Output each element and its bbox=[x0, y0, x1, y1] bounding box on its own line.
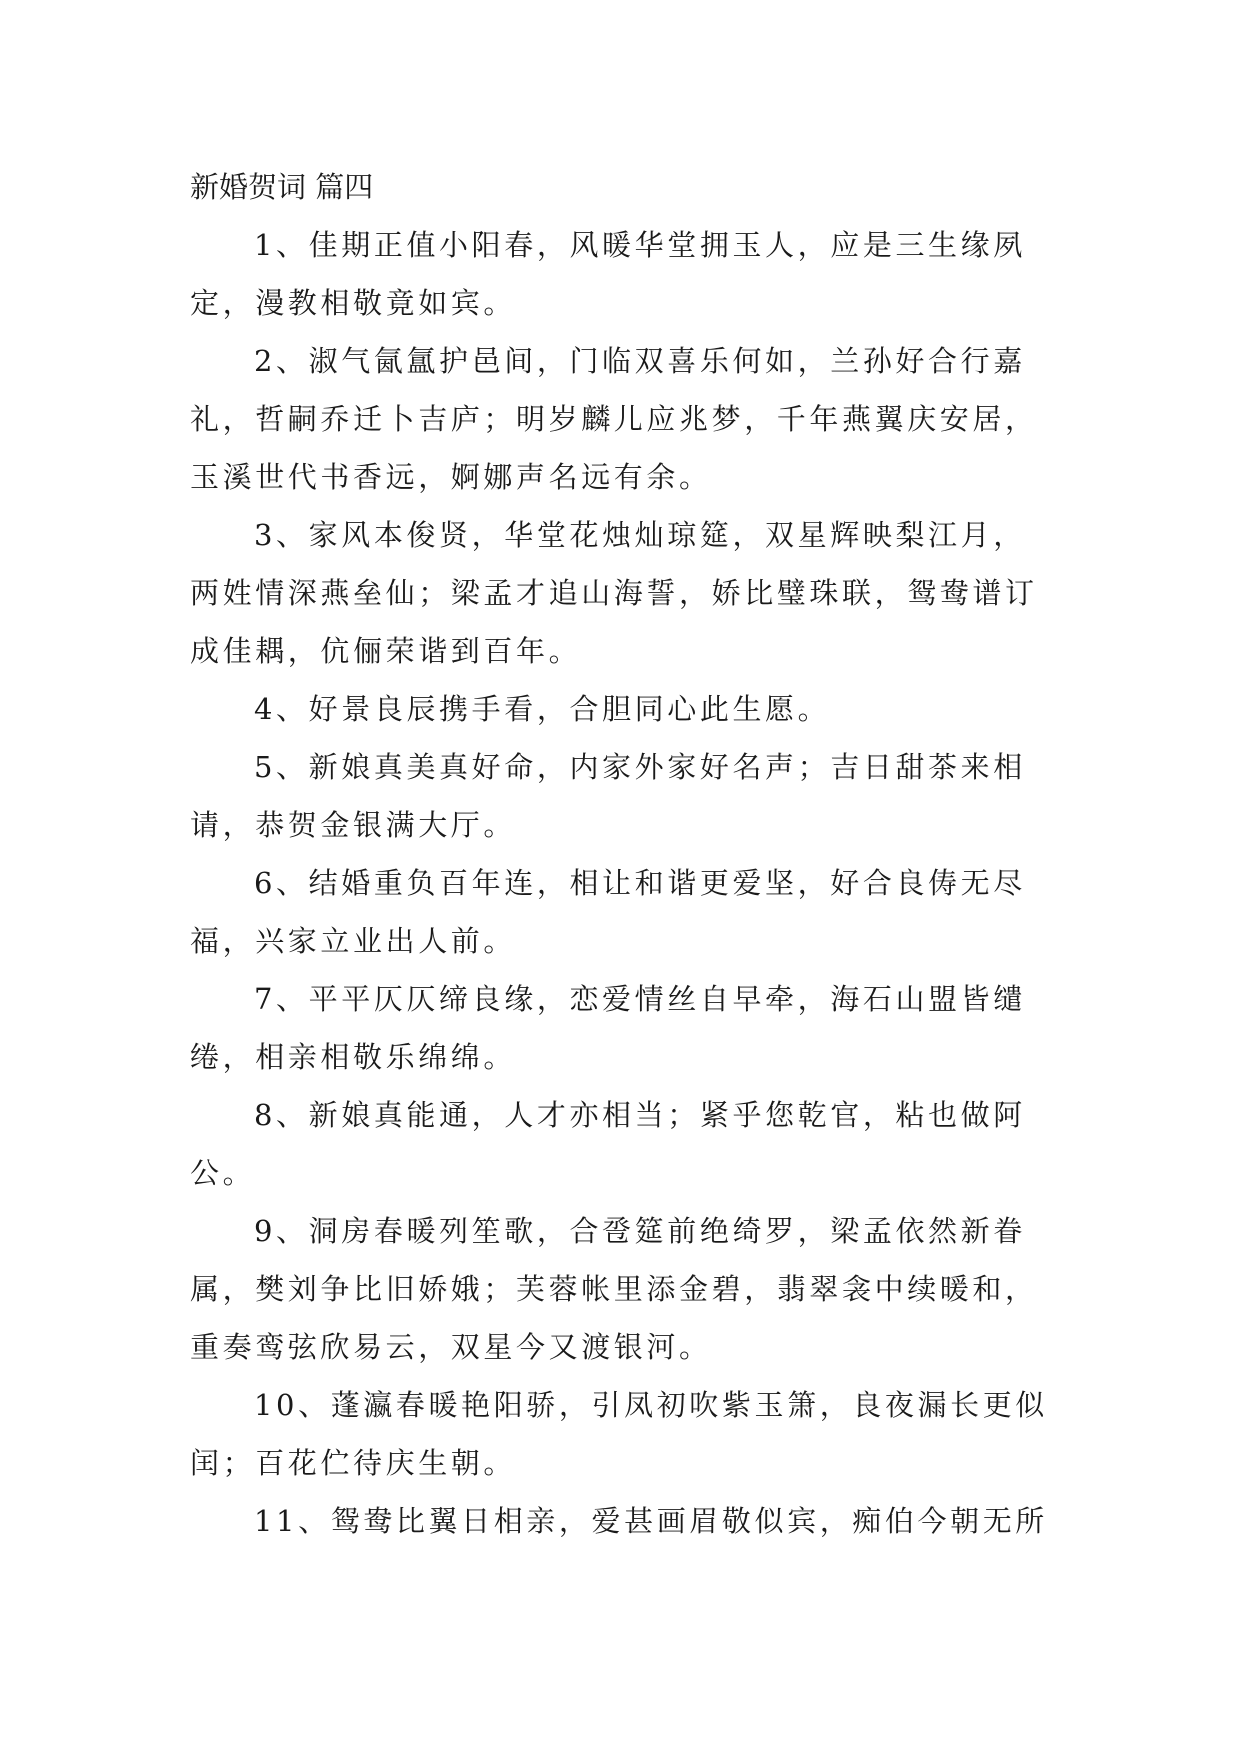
paragraph-line: 属，樊刘争比旧娇娥；芙蓉帐里添金碧，翡翠衾中续暖和， bbox=[190, 1272, 1038, 1306]
paragraph bbox=[190, 1376, 1050, 1492]
paragraph bbox=[190, 680, 1050, 738]
paragraph bbox=[190, 738, 1050, 854]
paragraph-line: 7、平平仄仄缔良缘，恋爱情丝自早牵，海石山盟皆缱 bbox=[254, 982, 1026, 1016]
paragraph bbox=[190, 1492, 1050, 1550]
paragraph-line: 玉溪世代书香远，婀娜声名远有余。 bbox=[190, 460, 712, 494]
paragraph-line: 礼，哲嗣乔迁卜吉庐；明岁麟儿应兆梦，千年燕翼庆安居， bbox=[190, 402, 1038, 436]
paragraph-line: 4、好景良辰携手看，合胆同心此生愿。 bbox=[254, 692, 831, 726]
paragraph-line: 成佳耦，伉俪荣谐到百年。 bbox=[190, 634, 582, 668]
paragraph-line: 11、鸳鸯比翼日相亲，爱甚画眉敬似宾，痴伯今朝无所 bbox=[254, 1504, 1048, 1538]
paragraph bbox=[190, 1086, 1050, 1202]
paragraph-line: 绻，相亲相敬乐绵绵。 bbox=[190, 1040, 517, 1074]
paragraph-line: 公。 bbox=[190, 1156, 256, 1190]
paragraph bbox=[190, 854, 1050, 970]
paragraph bbox=[190, 506, 1050, 680]
paragraph-line: 9、洞房春暖列笙歌，合卺筵前绝绮罗，梁孟依然新眷 bbox=[254, 1214, 1026, 1248]
paragraph-line: 定，漫教相敬竟如宾。 bbox=[190, 286, 517, 320]
paragraph-line: 重奏鸾弦欣易云，双星今又渡银河。 bbox=[190, 1330, 712, 1364]
paragraph-list bbox=[190, 216, 1050, 1550]
paragraph bbox=[190, 970, 1050, 1086]
paragraph-line: 6、结婚重负百年连，相让和谐更爱坚，好合良俦无尽 bbox=[254, 866, 1026, 900]
paragraph bbox=[190, 332, 1050, 506]
paragraph-line: 1、佳期正值小阳春，风暖华堂拥玉人，应是三生缘夙 bbox=[254, 228, 1026, 262]
paragraph-line: 福，兴家立业出人前。 bbox=[190, 924, 517, 958]
document-title: 新婚贺词 篇四 bbox=[190, 170, 374, 204]
paragraph-line: 2、淑气氤氲护邑间，门临双喜乐何如，兰孙好合行嘉 bbox=[254, 344, 1026, 378]
paragraph bbox=[190, 216, 1050, 332]
paragraph-line: 两姓情深燕垒仙；梁孟才追山海誓，娇比璧珠联，鸳鸯谱订 bbox=[190, 576, 1038, 610]
paragraph-line: 闰；百花伫待庆生朝。 bbox=[190, 1446, 517, 1480]
paragraph-line: 3、家风本俊贤，华堂花烛灿琼筵，双星辉映梨江月， bbox=[254, 518, 1026, 552]
paragraph bbox=[190, 1202, 1050, 1376]
paragraph-line: 请，恭贺金银满大厅。 bbox=[190, 808, 517, 842]
paragraph-line: 10、蓬瀛春暖艳阳骄，引凤初吹紫玉箫，良夜漏长更似 bbox=[254, 1388, 1048, 1422]
document-page bbox=[190, 158, 1050, 1550]
paragraph-line: 5、新娘真美真好命，内家外家好名声；吉日甜茶来相 bbox=[254, 750, 1026, 784]
paragraph-line: 8、新娘真能通，人才亦相当；紧乎您乾官，粘也做阿 bbox=[254, 1098, 1026, 1132]
